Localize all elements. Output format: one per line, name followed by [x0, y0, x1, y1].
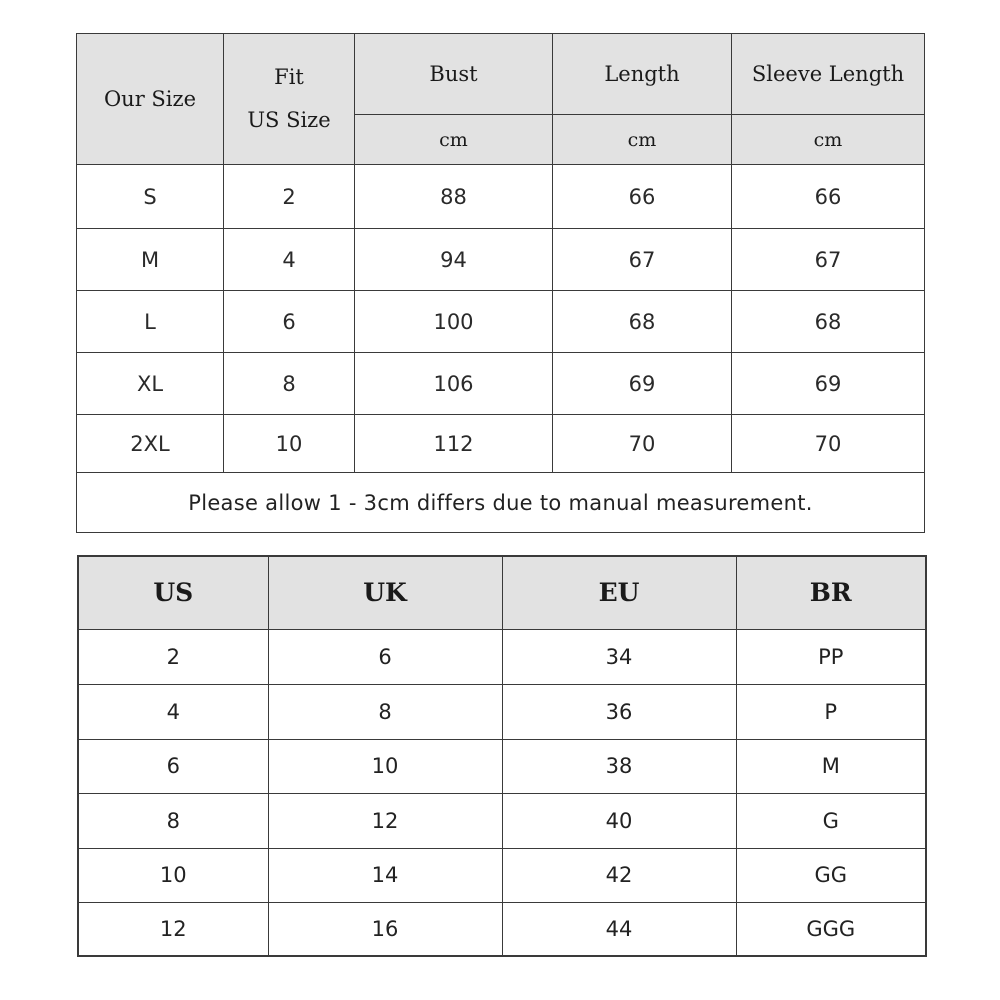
- length-cell: 69: [553, 353, 732, 415]
- size-cell: M: [77, 229, 224, 291]
- eu-cell: 38: [502, 739, 736, 793]
- header-uk: UK: [268, 556, 502, 629]
- table-row: [78, 793, 926, 848]
- length-cell: 70: [553, 415, 732, 473]
- us-size-cell: 2: [224, 165, 355, 229]
- us-cell: 10: [78, 848, 268, 902]
- bust-cell: 106: [355, 353, 553, 415]
- size-cell: L: [77, 291, 224, 353]
- uk-cell: 6: [268, 629, 502, 684]
- sleeve-cell: 66: [732, 165, 925, 229]
- header-fit-us-size: [224, 34, 355, 165]
- uk-cell: 16: [268, 902, 502, 956]
- uk-cell: 10: [268, 739, 502, 793]
- sleeve-cell: 70: [732, 415, 925, 473]
- us-size-cell: 6: [224, 291, 355, 353]
- us-cell: 12: [78, 902, 268, 956]
- br-cell: PP: [736, 629, 926, 684]
- table-row: [77, 415, 925, 473]
- eu-cell: 44: [502, 902, 736, 956]
- us-cell: 2: [78, 629, 268, 684]
- uk-cell: 8: [268, 684, 502, 739]
- table-row: [78, 848, 926, 902]
- length-cell: 66: [553, 165, 732, 229]
- bust-cell: 94: [355, 229, 553, 291]
- bust-cell: 112: [355, 415, 553, 473]
- header-eu: EU: [502, 556, 736, 629]
- br-cell: G: [736, 793, 926, 848]
- note-row: [77, 473, 925, 533]
- unit-length: cm: [553, 115, 732, 165]
- header-us-size-line: US Size: [247, 108, 331, 132]
- header-bust: Bust: [355, 34, 553, 115]
- eu-cell: 36: [502, 684, 736, 739]
- br-cell: M: [736, 739, 926, 793]
- unit-bust: cm: [355, 115, 553, 165]
- header-sleeve-length: Sleeve Length: [732, 34, 925, 115]
- table-row: [77, 291, 925, 353]
- header-br: BR: [736, 556, 926, 629]
- eu-cell: 34: [502, 629, 736, 684]
- sleeve-cell: 67: [732, 229, 925, 291]
- us-cell: 4: [78, 684, 268, 739]
- table-row: [78, 739, 926, 793]
- us-cell: 6: [78, 739, 268, 793]
- header-length: Length: [553, 34, 732, 115]
- uk-cell: 12: [268, 793, 502, 848]
- bust-cell: 88: [355, 165, 553, 229]
- size-chart-table: [76, 33, 925, 533]
- us-cell: 8: [78, 793, 268, 848]
- size-cell: XL: [77, 353, 224, 415]
- table-row: [77, 353, 925, 415]
- uk-cell: 14: [268, 848, 502, 902]
- us-size-cell: 8: [224, 353, 355, 415]
- unit-sleeve: cm: [732, 115, 925, 165]
- table-row: [77, 165, 925, 229]
- header-our-size: Our Size: [77, 34, 224, 165]
- measurement-note: Please allow 1 - 3cm differs due to manual measurement.: [77, 473, 925, 533]
- header-us: US: [78, 556, 268, 629]
- us-size-cell: 4: [224, 229, 355, 291]
- br-cell: GG: [736, 848, 926, 902]
- conversion-header-row: [78, 556, 926, 629]
- length-cell: 68: [553, 291, 732, 353]
- us-size-cell: 10: [224, 415, 355, 473]
- table-row: [78, 902, 926, 956]
- eu-cell: 40: [502, 793, 736, 848]
- size-cell: S: [77, 165, 224, 229]
- sleeve-cell: 69: [732, 353, 925, 415]
- br-cell: GGG: [736, 902, 926, 956]
- header-fit-line: Fit: [274, 65, 304, 89]
- size-chart-header-row: [77, 34, 925, 115]
- br-cell: P: [736, 684, 926, 739]
- eu-cell: 42: [502, 848, 736, 902]
- sleeve-cell: 68: [732, 291, 925, 353]
- table-row: [77, 229, 925, 291]
- length-cell: 67: [553, 229, 732, 291]
- size-cell: 2XL: [77, 415, 224, 473]
- bust-cell: 100: [355, 291, 553, 353]
- table-row: [78, 629, 926, 684]
- table-row: [78, 684, 926, 739]
- size-conversion-table: [77, 555, 927, 957]
